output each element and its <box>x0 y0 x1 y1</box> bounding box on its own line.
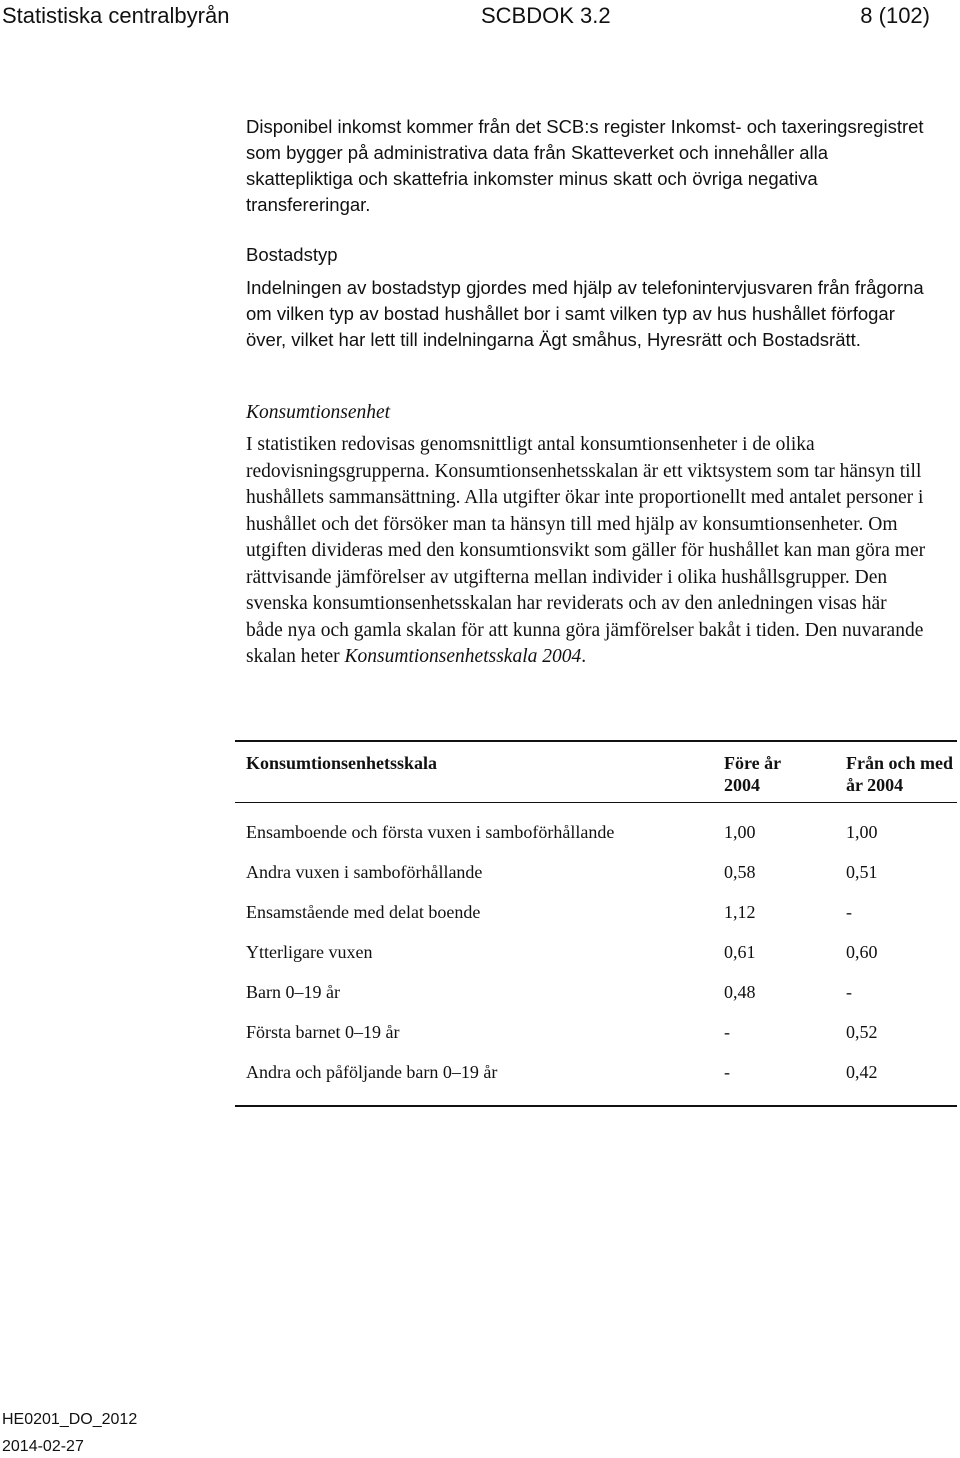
table-row <box>235 1051 957 1091</box>
table-cell-category: Andra och påföljande barn 0–19 år <box>246 1062 498 1082</box>
table-cell-category: Ensamstående med delat boende <box>246 902 481 922</box>
konsumtionsenhet-end: . <box>581 646 587 667</box>
table-row <box>235 931 957 971</box>
bostadstyp-heading: Bostadstyp <box>246 244 338 265</box>
table-cell-before-2004: 0,61 <box>724 942 756 962</box>
intro-paragraph: Disponibel inkomst kommer från det SCB:s register Inkomst- och taxeringsregistret som bygger på administrativa data från Skatteverket och innehåller alla skattepliktiga och skattefria inkomster minus skatt och övriga negativa transfereringar. <box>246 116 924 215</box>
konsumtionsenhet-paragraph <box>246 432 926 671</box>
table-header-row <box>235 742 957 803</box>
table-cell-before-2004: - <box>724 1022 730 1042</box>
table-cell-from-2004: 0,52 <box>846 1022 878 1042</box>
table-cell-category: Första barnet 0–19 år <box>246 1022 400 1042</box>
organization-name: Statistiska centralbyrån <box>2 3 230 28</box>
konsumtionsenhet-heading: Konsumtionsenhet <box>246 402 391 423</box>
bostadstyp-paragraph: Indelningen av bostadstyp gjordes med hjälp av telefonintervjusvaren från frågorna om vilken typ av bostad hushållet bor i samt vilken typ av hus hushållet förfogar över, vilket har lett till indelningarna Ägt småhus, Hyresrätt och Bostadsrätt. <box>246 277 924 350</box>
table-header-before-2004: Före år 2004 <box>724 753 781 795</box>
table-cell-category: Ensamboende och första vuxen i samboförhållande <box>246 822 615 842</box>
table-header-from-2004: Från och med år 2004 <box>846 753 953 795</box>
table-body <box>235 803 957 1105</box>
page-header <box>2 2 942 32</box>
konsumtionsenhet-scale-name: Konsumtionsenhetsskala 2004 <box>344 646 582 667</box>
footer-date: 2014-02-27 <box>2 1438 84 1455</box>
page-number: 8 (102) <box>860 3 930 28</box>
table-cell-before-2004: 0,48 <box>724 982 756 1002</box>
konsumtionsenhet-text: I statistiken redovisas genomsnittligt antal konsumtionsenheter i de olika redovisningsgrupperna. Konsumtionsenhetsskalan är ett viktsystem som tar hänsyn till hushållets sammansättning. Alla utgifter ökar inte proportionellt med antalet personer i hushållet och det försöker man ta hänsyn till med hjälp av konsumtionsenheter. Om utgiften divideras med den konsumtionsvikt som gäller för hushållet kan man göra mer rättvisande jämförelser av utgifterna mellan individer i olika hushållsgrupper. Den svenska konsumtionsenhetsskalan har reviderats och av den anledningen visas här både nya och gamla skalan för att kunna göra jämförelser bakåt i tiden. Den nuvarande skalan heter <box>246 434 926 667</box>
table-row <box>235 971 957 1011</box>
table-cell-before-2004: 0,58 <box>724 862 756 882</box>
footer-doc-id: HE0201_DO_2012 <box>2 1411 138 1428</box>
table-cell-from-2004: 0,42 <box>846 1062 878 1082</box>
table-header-scale: Konsumtionsenhetsskala <box>246 753 438 773</box>
table-row <box>235 891 957 931</box>
table-cell-before-2004: 1,00 <box>724 822 756 842</box>
table-cell-category: Andra vuxen i samboförhållande <box>246 862 483 882</box>
table-cell-before-2004: - <box>724 1062 730 1082</box>
table-cell-from-2004: - <box>846 902 852 922</box>
table-row <box>235 851 957 891</box>
table-cell-before-2004: 1,12 <box>724 902 756 922</box>
table-cell-category: Barn 0–19 år <box>246 982 340 1002</box>
table-row <box>235 811 957 851</box>
table-cell-from-2004: 0,60 <box>846 942 878 962</box>
document-id: SCBDOK 3.2 <box>481 3 611 28</box>
table-row <box>235 1011 957 1051</box>
table-cell-from-2004: - <box>846 982 852 1002</box>
table-cell-from-2004: 1,00 <box>846 822 878 842</box>
table-cell-from-2004: 0,51 <box>846 862 878 882</box>
consumption-unit-table <box>235 740 957 1107</box>
table-cell-category: Ytterligare vuxen <box>246 942 373 962</box>
